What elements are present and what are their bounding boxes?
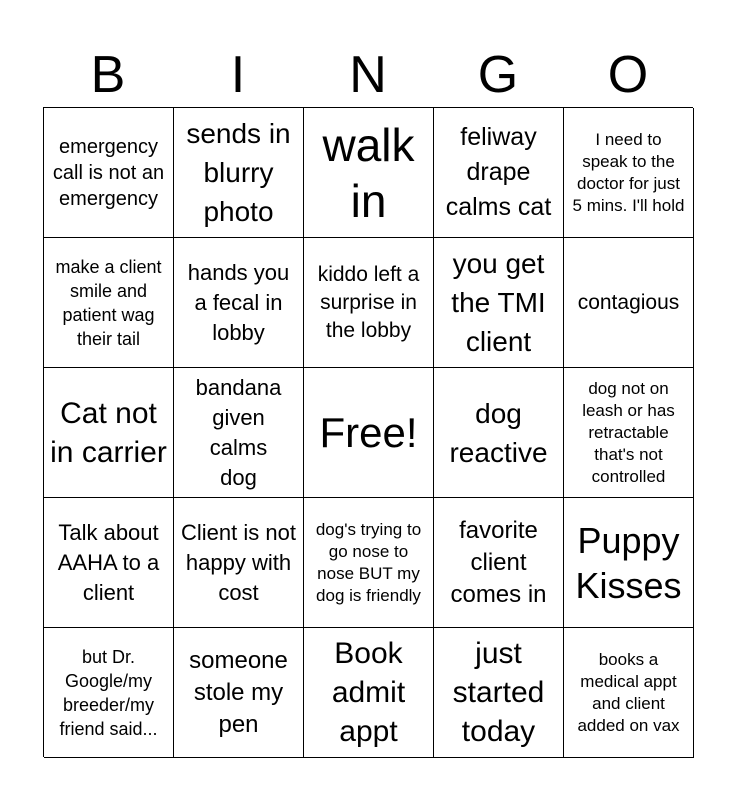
bingo-cell-r2-c1[interactable] — [44, 238, 174, 368]
cell-text: books a medical appt and client added on vax — [577, 649, 680, 735]
bingo-cell-r1-c2[interactable] — [174, 108, 304, 238]
cell-text: bandana given calms dog — [195, 374, 282, 490]
cell-text: but Dr. Google/my breeder/my friend said... — [59, 646, 158, 739]
bingo-cell-r3-c5[interactable] — [564, 368, 694, 498]
bingo-cell-r4-c4[interactable] — [434, 498, 564, 628]
cell-text: walk in — [322, 118, 415, 227]
bingo-cell-r2-c3[interactable] — [304, 238, 434, 368]
cell-text: Client is not happy with cost — [181, 519, 296, 605]
bingo-cell-r5-c1[interactable] — [44, 628, 174, 758]
bingo-cell-r4-c5[interactable] — [564, 498, 694, 628]
bingo-cell-r1-c5[interactable] — [564, 108, 694, 238]
header-letter-n: N — [349, 46, 387, 104]
cell-text: Book admit appt — [331, 637, 406, 748]
cell-text: Cat not in carrier — [50, 396, 167, 469]
cell-text: you get the TMI client — [451, 248, 546, 357]
bingo-cell-r2-c2[interactable] — [174, 238, 304, 368]
cell-text: make a client smile and patient wag their tail — [55, 256, 162, 349]
bingo-cell-r5-c3[interactable] — [304, 628, 434, 758]
cell-text: I need to speak to the doctor for just 5 mins. I'll hold — [572, 129, 685, 215]
cell-text: dog not on leash or has retractable that's not controlled — [582, 378, 675, 486]
bingo-cell-r5-c2[interactable] — [174, 628, 304, 758]
bingo-header — [43, 44, 693, 106]
cell-text: feliway drape calms cat — [445, 123, 552, 221]
bingo-cell-r5-c4[interactable] — [434, 628, 564, 758]
bingo-cell-r1-c1[interactable] — [44, 108, 174, 238]
bingo-cell-r3-c1[interactable] — [44, 368, 174, 498]
cell-text: kiddo left a surprise in the lobby — [317, 262, 420, 342]
cell-text: hands you a fecal in lobby — [187, 259, 290, 345]
cell-text: favorite client comes in — [450, 516, 547, 608]
cell-text: Free! — [319, 408, 418, 456]
bingo-cell-r2-c4[interactable] — [434, 238, 564, 368]
header-letter-o: O — [607, 46, 649, 104]
bingo-cell-r4-c3[interactable] — [304, 498, 434, 628]
cell-text: emergency call is not an emergency — [52, 135, 165, 210]
header-letter-i: I — [230, 46, 246, 104]
bingo-cell-r1-c4[interactable] — [434, 108, 564, 238]
bingo-cell-r3-c2[interactable] — [174, 368, 304, 498]
cell-text: sends in blurry photo — [186, 118, 291, 227]
cell-text: dog's trying to go nose to nose BUT my dog is friendly — [315, 519, 422, 605]
cell-text: Puppy Kisses — [575, 519, 682, 606]
bingo-board — [43, 107, 693, 757]
cell-text: someone stole my pen — [189, 646, 288, 738]
header-letter-g: G — [477, 46, 519, 104]
cell-text: contagious — [577, 290, 680, 314]
cell-text: just started today — [452, 637, 545, 748]
header-letter-b: B — [90, 46, 126, 104]
bingo-cell-r2-c5[interactable] — [564, 238, 694, 368]
bingo-cell-r4-c1[interactable] — [44, 498, 174, 628]
cell-text: Talk about AAHA to a client — [57, 519, 160, 605]
bingo-cell-r3-c3[interactable] — [304, 368, 434, 498]
bingo-cell-r3-c4[interactable] — [434, 368, 564, 498]
cell-text: dog reactive — [449, 397, 548, 468]
bingo-cell-r1-c3[interactable] — [304, 108, 434, 238]
bingo-cell-r4-c2[interactable] — [174, 498, 304, 628]
bingo-cell-r5-c5[interactable] — [564, 628, 694, 758]
